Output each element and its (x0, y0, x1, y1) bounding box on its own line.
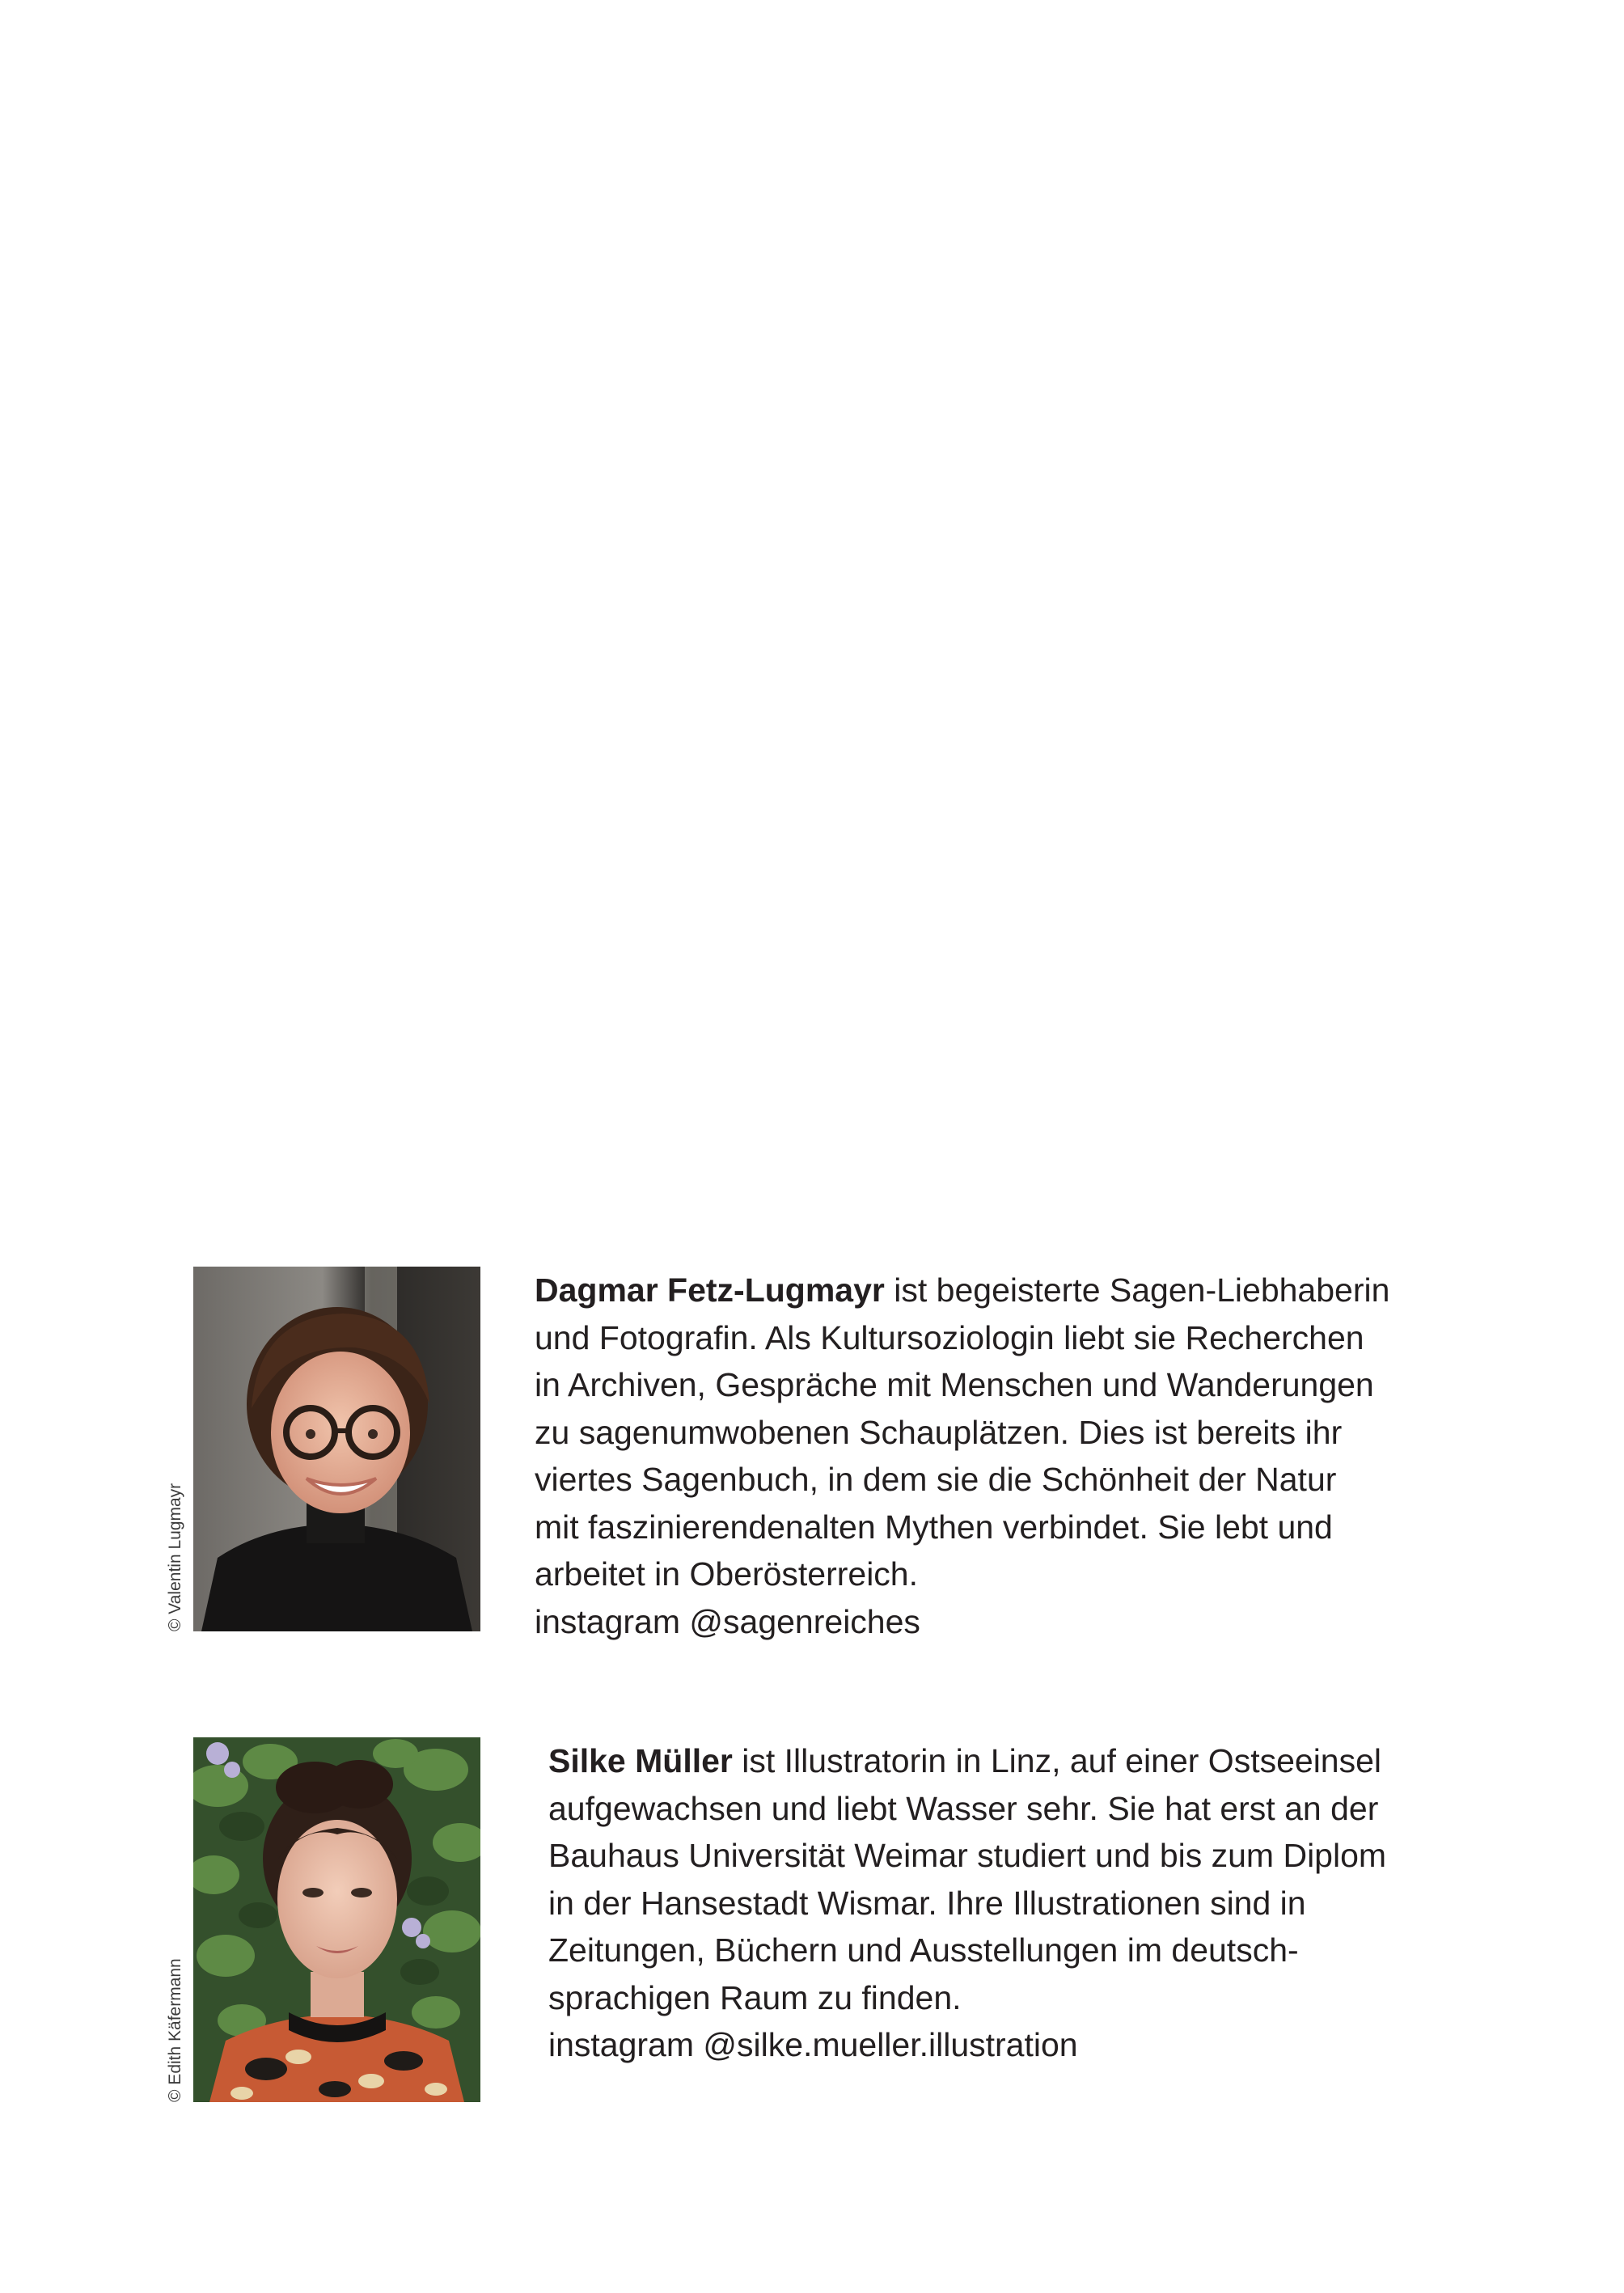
bio-line: aufgewachsen und liebt Wasser sehr. Sie hat erst an der (548, 1789, 1379, 1827)
bio-first-line: Silke Müller ist Illustratorin in Linz, auf einer Ostseeinsel (548, 1742, 1382, 1779)
bio-line: Zeitungen, Büchern und Ausstellungen im deutsch- (548, 1931, 1299, 1969)
author-portrait (193, 1267, 480, 1631)
illustrator-name: Silke Müller (548, 1742, 733, 1779)
bio-line: mit faszinierendenalten Mythen verbindet. Sie lebt und (535, 1508, 1333, 1546)
bio-line: sprachigen Raum zu finden. (548, 1978, 962, 2016)
instagram-handle: instagram @sagenreiches (535, 1602, 920, 1640)
bio-line: und Fotografin. Als Kultursoziologin liebt sie Recherchen (535, 1318, 1364, 1356)
instagram-handle: instagram @silke.mueller.illustration (548, 2026, 1078, 2063)
bio-line: in der Hansestadt Wismar. Ihre Illustrationen sind in (548, 1884, 1306, 1922)
bio-line: viertes Sagenbuch, in dem sie die Schönheit der Natur (535, 1461, 1337, 1498)
photo-credit: © Edith Käfermann (166, 1958, 184, 2102)
photo-credit: © Valentin Lugmayr (166, 1483, 184, 1631)
bio-text (548, 1737, 1386, 2069)
illustrator-portrait (193, 1737, 480, 2102)
bio-line: in Archiven, Gespräche mit Menschen und Wanderungen (535, 1366, 1374, 1403)
bio-first-line: Dagmar Fetz-Lugmayr ist begeisterte Sagen-Liebhaberin (535, 1271, 1390, 1309)
bio-text (535, 1267, 1389, 1645)
author-name: Dagmar Fetz-Lugmayr (535, 1271, 885, 1309)
bio-line: arbeitet in Oberösterreich. (535, 1555, 919, 1593)
bio-line: Bauhaus Universität Weimar studiert und bis zum Diplom (548, 1837, 1387, 1874)
bio-line: zu sagenumwobenen Schauplätzen. Dies ist bereits ihr (535, 1413, 1343, 1451)
